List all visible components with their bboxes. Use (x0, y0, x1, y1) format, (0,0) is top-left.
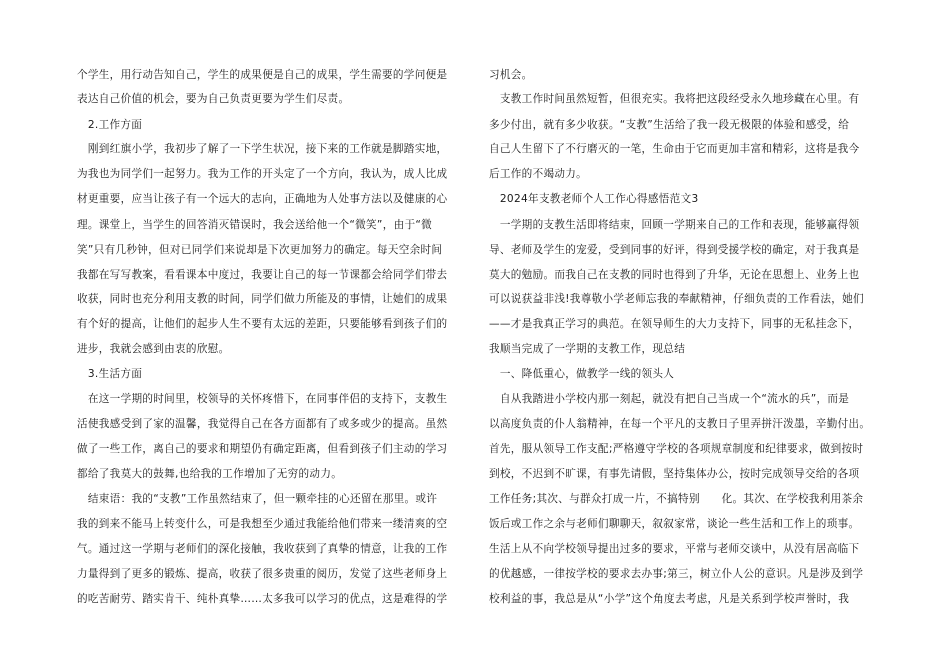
text-line: 我都在写写教案，看看课本中度过，我要让自己的每一节课都会给同学们带去 (77, 269, 448, 281)
text-line: 做了一些工作，离自己的要求和期望仍有确定距离，但看到孩子们主动的学习 (77, 443, 448, 455)
text-line: 莫大的勉励。而我自己在支教的同时也得到了升华，无论在思想上、业务上也 (489, 269, 860, 281)
text-line: 习机会。 (489, 69, 533, 81)
text-line: 有个好的提高，让他们的起步人生不要有太远的差距，只要能够看到孩子们的 (77, 318, 448, 330)
text-line: 进步，我就会感到由衷的欣慰。 (77, 343, 230, 355)
text-line: 的优越感，一律按学校的要求去办事;第三，树立仆人公的意识。凡是涉及到学 (489, 568, 864, 580)
text-line: 导、老师及学生的宠爱，受到同事的好评，得到受援学校的确定，对于我真是 (489, 244, 860, 256)
text-line: 以高度负责的仆人翁精神，在每一个平凡的支教日子里弄拼汗泼墨，辛勤付出。 (489, 418, 871, 430)
text-line: 校利益的事，我总是从“小学”这个角度去考虑，凡是关系到学校声誉时，我 (489, 593, 850, 605)
text-line: 结束语：我的“支教”工作虽然结束了，但一颗牵挂的心还留在那里。或许 (77, 493, 438, 505)
text-line: 我的到来不能马上转变什么，可是我想至少通过我能给他们带来一缕清爽的空 (77, 518, 448, 530)
text-line: 工作任务;其次、与群众打成一片，不搞特别 化。其次、在学校我利用茶余 (489, 493, 864, 505)
text-line: 我顺当完成了一学期的支教工作，现总结 (489, 343, 686, 355)
text-line: 首先，服从领导工作支配;严格遵守学校的各项规章制度和纪律要求，做到按时 (489, 443, 864, 455)
text-line: 气。通过这一学期与老师们的深化接触，我收获到了真挚的情意，让我的工作 (77, 543, 448, 555)
text-line: 生活上从不向学校领导提出过多的要求，平常与老师交谈中，从没有居高临下 (489, 543, 860, 555)
text-line: 刚到红旗小学，我初步了解了一下学生状况，接下来的工作就是脚踏实地， (77, 143, 448, 155)
text-line: 2024年支教老师个人工作心得感悟范文3 (489, 193, 699, 205)
text-line: 活使我感受到了家的温馨，我觉得自己在各方面都有了或多或少的提高。虽然 (77, 418, 448, 430)
text-line: 支教工作时间虽然短暂，但很充实。我将把这段经受永久地珍藏在心里。有 (489, 93, 860, 105)
text-line: 可以说获益非浅!我尊敬小学老师忘我的奉献精神，仔细负责的工作看法，她们 (489, 293, 864, 305)
text-line: 在这一学期的时间里，校领导的关怀疼惜下，在同事伴侣的支持下，支教生 (77, 393, 448, 405)
text-line: 力量得到了更多的锻炼、提高，收获了很多贵重的阅历，发觉了这些老师身上 (77, 568, 448, 580)
text-line: 到校，不迟到不旷课，有事先请假，坚持集体办公，按时完成领导交给的各项 (489, 468, 860, 480)
text-line: 自己人生留下了不行磨灭的一笔，生命由于它而更加丰富和精彩，这将是我今 (489, 143, 860, 155)
text-line: 饭后或工作之余与老师们聊聊天，叙叙家常，谈论一些生活和工作上的琐事。 (489, 518, 860, 530)
text-line: 自从我踏进小学校内那一刻起，就没有把自己当成一个“流水的兵”，而是 (489, 393, 850, 405)
text-line: 一学期的支教生活即将结束，回顾一学期来自己的工作和表现，能够赢得领 (489, 219, 860, 231)
text-line: 理。课堂上，当学生的回答消灭错误时，我会送给他一个“微笑”，由于“微 (77, 219, 433, 231)
text-line: 为我也为同学们一起努力。我为工作的开头定了一个方向，我认为，成人比成 (77, 168, 448, 180)
text-line: 收获，同时也充分利用支教的时间，同学们做力所能及的事情，让她们的成果 (77, 293, 448, 305)
text-line: 多少付出，就有多少收获。“支教”生活给了我一段无极限的体验和感受，给 (489, 119, 850, 131)
text-line: 材更重要，应当让孩子有一个远大的志向，正确地为人处事方法以及健康的心 (77, 193, 448, 205)
text-line: 都给了我莫大的鼓舞,也给我的工作增加了无穷的动力。 (77, 468, 343, 480)
text-line: 2.工作方面 (77, 119, 143, 131)
text-line: 个学生，用行动告知自己，学生的成果便是自己的成果，学生需要的学问便是 (77, 69, 448, 81)
text-line: 表达自己价值的机会，要为自己负责更要为学生们尽责。 (77, 93, 350, 105)
text-line: 笑”只有几秒钟，但对已同学们来说却是下次更加努力的确定。每天空余时间 (77, 244, 443, 256)
text-line: 的吃苦耐劳、踏实肯干、纯朴真挚……太多我可以学习的优点，这是难得的学 (77, 593, 448, 605)
text-line: 3.生活方面 (77, 368, 143, 380)
text-line: 一、降低重心，做教学一线的领头人 (489, 368, 675, 380)
text-line: 后工作的不竭动力。 (489, 168, 588, 180)
text-line: ——才是我真正学习的典范。在领导师生的大力支持下，同事的无私挂念下， (489, 318, 860, 330)
